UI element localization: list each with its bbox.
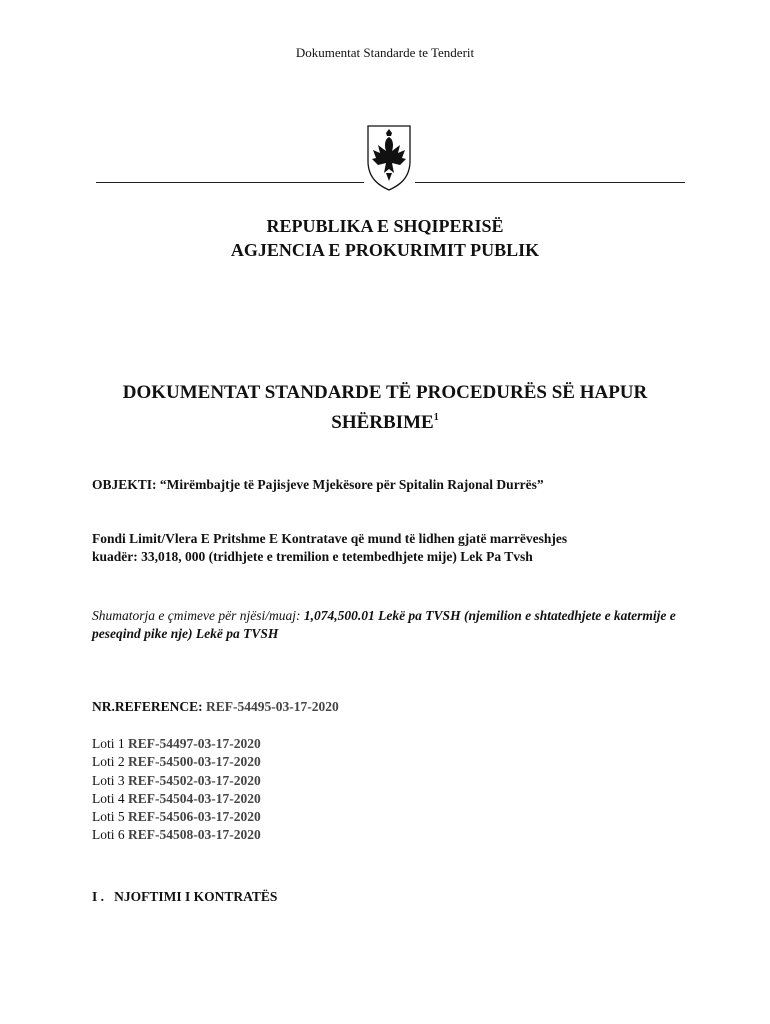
list-item [92, 735, 692, 753]
shumatorja [92, 607, 692, 643]
lot-list [92, 735, 692, 845]
objekti-label: OBJEKTI: [92, 477, 157, 492]
reference-label: NR.REFERENCE: [92, 699, 203, 714]
document-title [60, 380, 710, 435]
section-number: I . [92, 889, 105, 904]
lot-label: Loti 6 [92, 827, 125, 843]
list-item [92, 808, 692, 826]
list-item [92, 790, 692, 808]
header-rule-left [96, 182, 364, 183]
fondi-line2: kuadër: 33,018, 000 (tridhjete e tremilion e tetembedhjete mije) Lek Pa Tvsh [92, 549, 533, 564]
title-agency: AGJENCIA E PROKURIMIT PUBLIK [230, 240, 540, 260]
lot-ref: REF-54500-03-17-2020 [128, 754, 261, 770]
fondi-limit [92, 530, 692, 566]
lot-ref: REF-54508-03-17-2020 [128, 827, 261, 843]
section-heading [92, 888, 692, 906]
lot-label: Loti 3 [92, 772, 125, 788]
footnote-mark: 1 [433, 412, 439, 423]
objekti-value: “Mirëmbajtje të Pajisjeve Mjekësore për Spitalin Rajonal Durrës” [159, 477, 544, 492]
lot-label: Loti 5 [92, 809, 125, 825]
lot-label: Loti 1 [92, 736, 125, 751]
lot-ref: REF-54502-03-17-2020 [128, 772, 261, 788]
objekti-line [92, 476, 692, 494]
reference-number [92, 698, 692, 716]
document-title-sherbime: SHËRBIME [331, 412, 434, 433]
albanian-eagle-icon [364, 123, 414, 193]
title-republic: REPUBLIKA E SHQIPERISË [266, 216, 504, 236]
reference-value: REF-54495-03-17-2020 [206, 699, 339, 714]
lot-label: Loti 4 [92, 790, 125, 806]
shumatorja-value: 1,074,500.01 Lekë pa TVSH (njemilion e shtatedhjete e katermije e peseqind pike nje) Lekë pa TVSH [92, 608, 676, 641]
list-item [92, 826, 692, 844]
lot-ref: REF-54506-03-17-2020 [128, 809, 261, 825]
list-item [92, 753, 692, 771]
section-title: NJOFTIMI I KONTRATËS [114, 889, 278, 904]
fondi-line1: Fondi Limit/Vlera E Pritshme E Kontratave që mund të lidhen gjatë marrëveshjes [92, 531, 568, 546]
document-title-line1: DOKUMENTAT STANDARDE TË PROCEDURËS SË HAPUR [122, 382, 648, 403]
page-header: Dokumentat Standarde te Tenderit [295, 45, 475, 60]
lot-label: Loti 2 [92, 754, 125, 770]
shumatorja-label: Shumatorja e çmimeve për njësi/muaj: [92, 608, 301, 623]
header-rule-right [415, 182, 685, 183]
document-title-line2 [60, 405, 710, 435]
lot-ref: REF-54497-03-17-2020 [128, 736, 261, 751]
lot-ref: REF-54504-03-17-2020 [128, 790, 261, 806]
list-item [92, 772, 692, 790]
